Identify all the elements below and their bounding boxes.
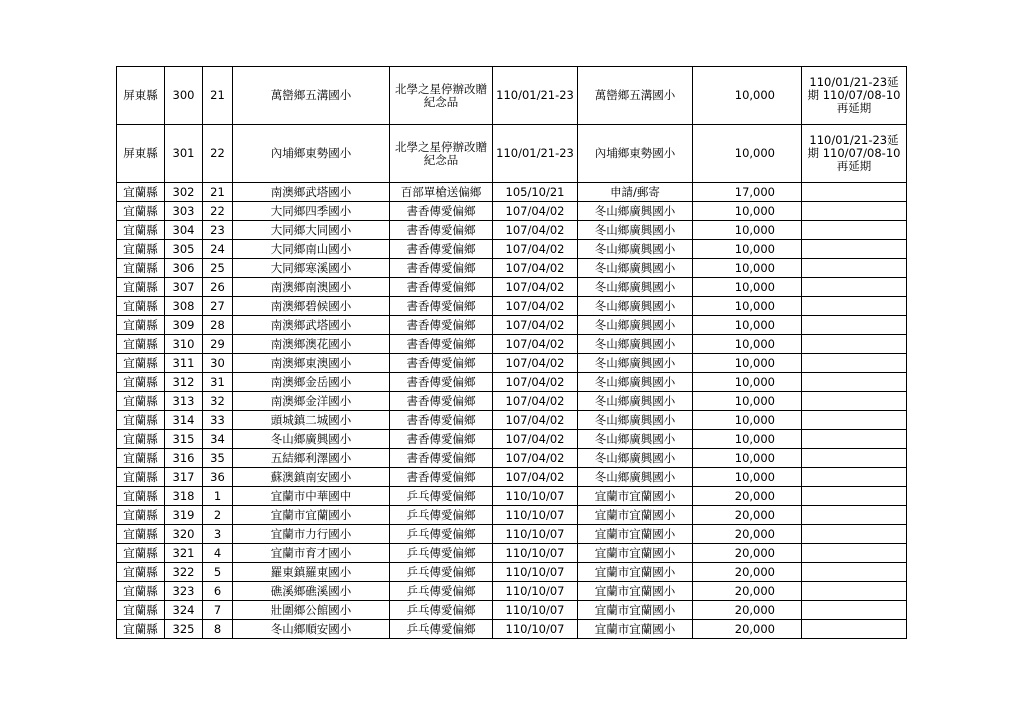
date-cell: 110/10/07 — [493, 582, 578, 601]
county-cell: 宜蘭縣 — [117, 449, 165, 468]
event-cell: 書香傳愛偏鄉 — [390, 259, 493, 278]
date-cell: 110/10/07 — [493, 601, 578, 620]
county-cell: 宜蘭縣 — [117, 259, 165, 278]
table-row — [117, 620, 907, 639]
note-cell — [802, 582, 907, 601]
table-row — [117, 278, 907, 297]
county-cell: 宜蘭縣 — [117, 582, 165, 601]
event-cell: 書香傳愛偏鄉 — [390, 354, 493, 373]
event-cell: 書香傳愛偏鄉 — [390, 297, 493, 316]
table-row — [117, 202, 907, 221]
venue-cell: 冬山鄉廣興國小 — [578, 202, 693, 221]
sequence-cell: 4 — [203, 544, 233, 563]
date-cell: 107/04/02 — [493, 240, 578, 259]
amount-cell: 10,000 — [693, 430, 802, 449]
table-row — [117, 411, 907, 430]
table-row — [117, 582, 907, 601]
record-number-cell: 314 — [165, 411, 203, 430]
event-cell: 北學之星停辦改贈紀念品 — [390, 67, 493, 125]
table-row — [117, 373, 907, 392]
record-number-cell: 312 — [165, 373, 203, 392]
venue-cell: 冬山鄉廣興國小 — [578, 240, 693, 259]
school-cell: 頭城鎮二城國小 — [233, 411, 390, 430]
event-cell: 乒乓傳愛偏鄉 — [390, 544, 493, 563]
school-cell: 羅東鎮羅東國小 — [233, 563, 390, 582]
sequence-cell: 27 — [203, 297, 233, 316]
event-cell: 書香傳愛偏鄉 — [390, 449, 493, 468]
sequence-cell: 2 — [203, 506, 233, 525]
sequence-cell: 1 — [203, 487, 233, 506]
school-cell: 礁溪鄉礁溪國小 — [233, 582, 390, 601]
county-cell: 宜蘭縣 — [117, 525, 165, 544]
record-number-cell: 310 — [165, 335, 203, 354]
record-number-cell: 319 — [165, 506, 203, 525]
note-cell — [802, 506, 907, 525]
record-number-cell: 304 — [165, 221, 203, 240]
table-row — [117, 259, 907, 278]
school-cell: 五結鄉利澤國小 — [233, 449, 390, 468]
event-cell: 乒乓傳愛偏鄉 — [390, 506, 493, 525]
county-cell: 宜蘭縣 — [117, 183, 165, 202]
venue-cell: 冬山鄉廣興國小 — [578, 411, 693, 430]
event-cell: 百部單槍送偏鄉 — [390, 183, 493, 202]
amount-cell: 10,000 — [693, 468, 802, 487]
table-row — [117, 392, 907, 411]
note-cell — [802, 354, 907, 373]
table-row — [117, 67, 907, 125]
sequence-cell: 3 — [203, 525, 233, 544]
school-cell: 南澳鄉金岳國小 — [233, 373, 390, 392]
table-row — [117, 125, 907, 183]
county-cell: 宜蘭縣 — [117, 278, 165, 297]
venue-cell: 宜蘭市宜蘭國小 — [578, 487, 693, 506]
date-cell: 107/04/02 — [493, 411, 578, 430]
school-cell: 大同鄉南山國小 — [233, 240, 390, 259]
sequence-cell: 33 — [203, 411, 233, 430]
date-cell: 107/04/02 — [493, 221, 578, 240]
county-cell: 宜蘭縣 — [117, 430, 165, 449]
county-cell: 宜蘭縣 — [117, 373, 165, 392]
date-cell: 107/04/02 — [493, 468, 578, 487]
event-cell: 書香傳愛偏鄉 — [390, 240, 493, 259]
date-cell: 110/01/21-23 — [493, 67, 578, 125]
venue-cell: 冬山鄉廣興國小 — [578, 449, 693, 468]
county-cell: 宜蘭縣 — [117, 202, 165, 221]
amount-cell: 10,000 — [693, 316, 802, 335]
school-cell: 冬山鄉廣興國小 — [233, 430, 390, 449]
county-cell: 宜蘭縣 — [117, 620, 165, 639]
event-cell: 乒乓傳愛偏鄉 — [390, 487, 493, 506]
note-cell — [802, 183, 907, 202]
county-cell: 宜蘭縣 — [117, 544, 165, 563]
venue-cell: 宜蘭市宜蘭國小 — [578, 563, 693, 582]
sequence-cell: 8 — [203, 620, 233, 639]
event-cell: 乒乓傳愛偏鄉 — [390, 563, 493, 582]
sequence-cell: 30 — [203, 354, 233, 373]
event-cell: 乒乓傳愛偏鄉 — [390, 620, 493, 639]
record-number-cell: 316 — [165, 449, 203, 468]
county-cell: 宜蘭縣 — [117, 392, 165, 411]
record-number-cell: 318 — [165, 487, 203, 506]
county-cell: 宜蘭縣 — [117, 487, 165, 506]
venue-cell: 內埔鄉東勢國小 — [578, 125, 693, 183]
venue-cell: 宜蘭市宜蘭國小 — [578, 544, 693, 563]
county-cell: 宜蘭縣 — [117, 563, 165, 582]
date-cell: 107/04/02 — [493, 259, 578, 278]
school-cell: 蘇澳鎮南安國小 — [233, 468, 390, 487]
note-cell — [802, 278, 907, 297]
date-cell: 110/10/07 — [493, 620, 578, 639]
note-cell — [802, 468, 907, 487]
amount-cell: 10,000 — [693, 221, 802, 240]
county-cell: 宜蘭縣 — [117, 240, 165, 259]
school-cell: 壯圍鄉公館國小 — [233, 601, 390, 620]
note-cell — [802, 297, 907, 316]
date-cell: 110/10/07 — [493, 506, 578, 525]
date-cell: 107/04/02 — [493, 354, 578, 373]
date-cell: 107/04/02 — [493, 335, 578, 354]
table-row — [117, 544, 907, 563]
event-cell: 乒乓傳愛偏鄉 — [390, 601, 493, 620]
table-row — [117, 563, 907, 582]
table-row — [117, 316, 907, 335]
sequence-cell: 35 — [203, 449, 233, 468]
note-cell — [802, 544, 907, 563]
school-cell: 宜蘭市中華國中 — [233, 487, 390, 506]
school-cell: 宜蘭市宜蘭國小 — [233, 506, 390, 525]
note-cell — [802, 563, 907, 582]
date-cell: 110/10/07 — [493, 487, 578, 506]
note-cell — [802, 259, 907, 278]
sequence-cell: 36 — [203, 468, 233, 487]
event-cell: 書香傳愛偏鄉 — [390, 468, 493, 487]
donation-table — [116, 66, 907, 639]
note-cell — [802, 373, 907, 392]
table-row — [117, 335, 907, 354]
date-cell: 107/04/02 — [493, 449, 578, 468]
note-cell: 110/01/21-23延期 110/07/08-10再延期 — [802, 125, 907, 183]
event-cell: 書香傳愛偏鄉 — [390, 392, 493, 411]
school-cell: 南澳鄉武塔國小 — [233, 316, 390, 335]
county-cell: 宜蘭縣 — [117, 468, 165, 487]
note-cell — [802, 392, 907, 411]
amount-cell: 10,000 — [693, 297, 802, 316]
sequence-cell: 32 — [203, 392, 233, 411]
date-cell: 107/04/02 — [493, 278, 578, 297]
county-cell: 屏東縣 — [117, 125, 165, 183]
event-cell: 書香傳愛偏鄉 — [390, 316, 493, 335]
event-cell: 書香傳愛偏鄉 — [390, 373, 493, 392]
record-number-cell: 311 — [165, 354, 203, 373]
event-cell: 書香傳愛偏鄉 — [390, 221, 493, 240]
record-number-cell: 300 — [165, 67, 203, 125]
amount-cell: 10,000 — [693, 202, 802, 221]
event-cell: 北學之星停辦改贈紀念品 — [390, 125, 493, 183]
record-number-cell: 307 — [165, 278, 203, 297]
table-row — [117, 601, 907, 620]
note-cell — [802, 601, 907, 620]
sequence-cell: 23 — [203, 221, 233, 240]
school-cell: 南澳鄉澳花國小 — [233, 335, 390, 354]
amount-cell: 20,000 — [693, 487, 802, 506]
record-number-cell: 303 — [165, 202, 203, 221]
school-cell: 冬山鄉順安國小 — [233, 620, 390, 639]
venue-cell: 冬山鄉廣興國小 — [578, 373, 693, 392]
record-number-cell: 325 — [165, 620, 203, 639]
venue-cell: 冬山鄉廣興國小 — [578, 316, 693, 335]
record-number-cell: 308 — [165, 297, 203, 316]
venue-cell: 宜蘭市宜蘭國小 — [578, 601, 693, 620]
table-row — [117, 506, 907, 525]
venue-cell: 宜蘭市宜蘭國小 — [578, 506, 693, 525]
county-cell: 宜蘭縣 — [117, 506, 165, 525]
school-cell: 南澳鄉金洋國小 — [233, 392, 390, 411]
record-number-cell: 323 — [165, 582, 203, 601]
county-cell: 宜蘭縣 — [117, 335, 165, 354]
venue-cell: 冬山鄉廣興國小 — [578, 259, 693, 278]
sequence-cell: 22 — [203, 125, 233, 183]
table-row — [117, 297, 907, 316]
date-cell: 110/10/07 — [493, 563, 578, 582]
venue-cell: 冬山鄉廣興國小 — [578, 335, 693, 354]
sequence-cell: 7 — [203, 601, 233, 620]
amount-cell: 10,000 — [693, 373, 802, 392]
event-cell: 書香傳愛偏鄉 — [390, 430, 493, 449]
venue-cell: 冬山鄉廣興國小 — [578, 468, 693, 487]
date-cell: 110/10/07 — [493, 525, 578, 544]
note-cell — [802, 335, 907, 354]
note-cell — [802, 411, 907, 430]
school-cell: 南澳鄉東澳國小 — [233, 354, 390, 373]
event-cell: 書香傳愛偏鄉 — [390, 335, 493, 354]
date-cell: 107/04/02 — [493, 392, 578, 411]
date-cell: 105/10/21 — [493, 183, 578, 202]
event-cell: 書香傳愛偏鄉 — [390, 202, 493, 221]
record-number-cell: 320 — [165, 525, 203, 544]
county-cell: 宜蘭縣 — [117, 316, 165, 335]
amount-cell: 10,000 — [693, 449, 802, 468]
record-number-cell: 301 — [165, 125, 203, 183]
note-cell — [802, 430, 907, 449]
sequence-cell: 26 — [203, 278, 233, 297]
amount-cell: 17,000 — [693, 183, 802, 202]
amount-cell: 10,000 — [693, 411, 802, 430]
table-row — [117, 430, 907, 449]
table-row — [117, 449, 907, 468]
sequence-cell: 6 — [203, 582, 233, 601]
school-cell: 宜蘭市育才國小 — [233, 544, 390, 563]
event-cell: 乒乓傳愛偏鄉 — [390, 525, 493, 544]
county-cell: 宜蘭縣 — [117, 297, 165, 316]
amount-cell: 20,000 — [693, 620, 802, 639]
school-cell: 萬巒鄉五溝國小 — [233, 67, 390, 125]
table-row — [117, 240, 907, 259]
venue-cell: 宜蘭市宜蘭國小 — [578, 620, 693, 639]
county-cell: 宜蘭縣 — [117, 601, 165, 620]
table-row — [117, 487, 907, 506]
school-cell: 內埔鄉東勢國小 — [233, 125, 390, 183]
note-cell — [802, 316, 907, 335]
amount-cell: 10,000 — [693, 354, 802, 373]
county-cell: 屏東縣 — [117, 67, 165, 125]
venue-cell: 冬山鄉廣興國小 — [578, 297, 693, 316]
record-number-cell: 309 — [165, 316, 203, 335]
sequence-cell: 31 — [203, 373, 233, 392]
note-cell — [802, 221, 907, 240]
date-cell: 107/04/02 — [493, 373, 578, 392]
event-cell: 乒乓傳愛偏鄉 — [390, 582, 493, 601]
sequence-cell: 34 — [203, 430, 233, 449]
record-number-cell: 302 — [165, 183, 203, 202]
venue-cell: 萬巒鄉五溝國小 — [578, 67, 693, 125]
record-number-cell: 306 — [165, 259, 203, 278]
amount-cell: 20,000 — [693, 563, 802, 582]
amount-cell: 20,000 — [693, 506, 802, 525]
record-number-cell: 321 — [165, 544, 203, 563]
sequence-cell: 28 — [203, 316, 233, 335]
table-row — [117, 183, 907, 202]
county-cell: 宜蘭縣 — [117, 221, 165, 240]
venue-cell: 宜蘭市宜蘭國小 — [578, 525, 693, 544]
sequence-cell: 21 — [203, 67, 233, 125]
note-cell: 110/01/21-23延期 110/07/08-10再延期 — [802, 67, 907, 125]
record-number-cell: 313 — [165, 392, 203, 411]
amount-cell: 20,000 — [693, 525, 802, 544]
venue-cell: 宜蘭市宜蘭國小 — [578, 582, 693, 601]
amount-cell: 20,000 — [693, 582, 802, 601]
venue-cell: 冬山鄉廣興國小 — [578, 430, 693, 449]
record-number-cell: 305 — [165, 240, 203, 259]
school-cell: 大同鄉寒溪國小 — [233, 259, 390, 278]
date-cell: 107/04/02 — [493, 316, 578, 335]
sequence-cell: 24 — [203, 240, 233, 259]
venue-cell: 冬山鄉廣興國小 — [578, 392, 693, 411]
record-number-cell: 322 — [165, 563, 203, 582]
amount-cell: 10,000 — [693, 278, 802, 297]
amount-cell: 10,000 — [693, 259, 802, 278]
amount-cell: 10,000 — [693, 240, 802, 259]
venue-cell: 冬山鄉廣興國小 — [578, 278, 693, 297]
table-row — [117, 221, 907, 240]
table-row — [117, 525, 907, 544]
amount-cell: 10,000 — [693, 335, 802, 354]
date-cell: 107/04/02 — [493, 297, 578, 316]
amount-cell: 20,000 — [693, 544, 802, 563]
date-cell: 110/10/07 — [493, 544, 578, 563]
school-cell: 南澳鄉武塔國小 — [233, 183, 390, 202]
amount-cell: 10,000 — [693, 125, 802, 183]
sequence-cell: 21 — [203, 183, 233, 202]
county-cell: 宜蘭縣 — [117, 354, 165, 373]
school-cell: 宜蘭市力行國小 — [233, 525, 390, 544]
school-cell: 南澳鄉南澳國小 — [233, 278, 390, 297]
record-number-cell: 324 — [165, 601, 203, 620]
sequence-cell: 22 — [203, 202, 233, 221]
note-cell — [802, 202, 907, 221]
event-cell: 書香傳愛偏鄉 — [390, 278, 493, 297]
sequence-cell: 5 — [203, 563, 233, 582]
venue-cell: 冬山鄉廣興國小 — [578, 221, 693, 240]
record-number-cell: 315 — [165, 430, 203, 449]
sequence-cell: 29 — [203, 335, 233, 354]
amount-cell: 10,000 — [693, 392, 802, 411]
record-number-cell: 317 — [165, 468, 203, 487]
amount-cell: 20,000 — [693, 601, 802, 620]
venue-cell: 申請/郵寄 — [578, 183, 693, 202]
note-cell — [802, 525, 907, 544]
note-cell — [802, 620, 907, 639]
school-cell: 大同鄉大同國小 — [233, 221, 390, 240]
date-cell: 110/01/21-23 — [493, 125, 578, 183]
table-row — [117, 468, 907, 487]
school-cell: 南澳鄉碧候國小 — [233, 297, 390, 316]
county-cell: 宜蘭縣 — [117, 411, 165, 430]
date-cell: 107/04/02 — [493, 430, 578, 449]
note-cell — [802, 487, 907, 506]
note-cell — [802, 449, 907, 468]
sequence-cell: 25 — [203, 259, 233, 278]
note-cell — [802, 240, 907, 259]
venue-cell: 冬山鄉廣興國小 — [578, 354, 693, 373]
amount-cell: 10,000 — [693, 67, 802, 125]
table-body — [117, 67, 907, 639]
date-cell: 107/04/02 — [493, 202, 578, 221]
event-cell: 書香傳愛偏鄉 — [390, 411, 493, 430]
table-row — [117, 354, 907, 373]
school-cell: 大同鄉四季國小 — [233, 202, 390, 221]
